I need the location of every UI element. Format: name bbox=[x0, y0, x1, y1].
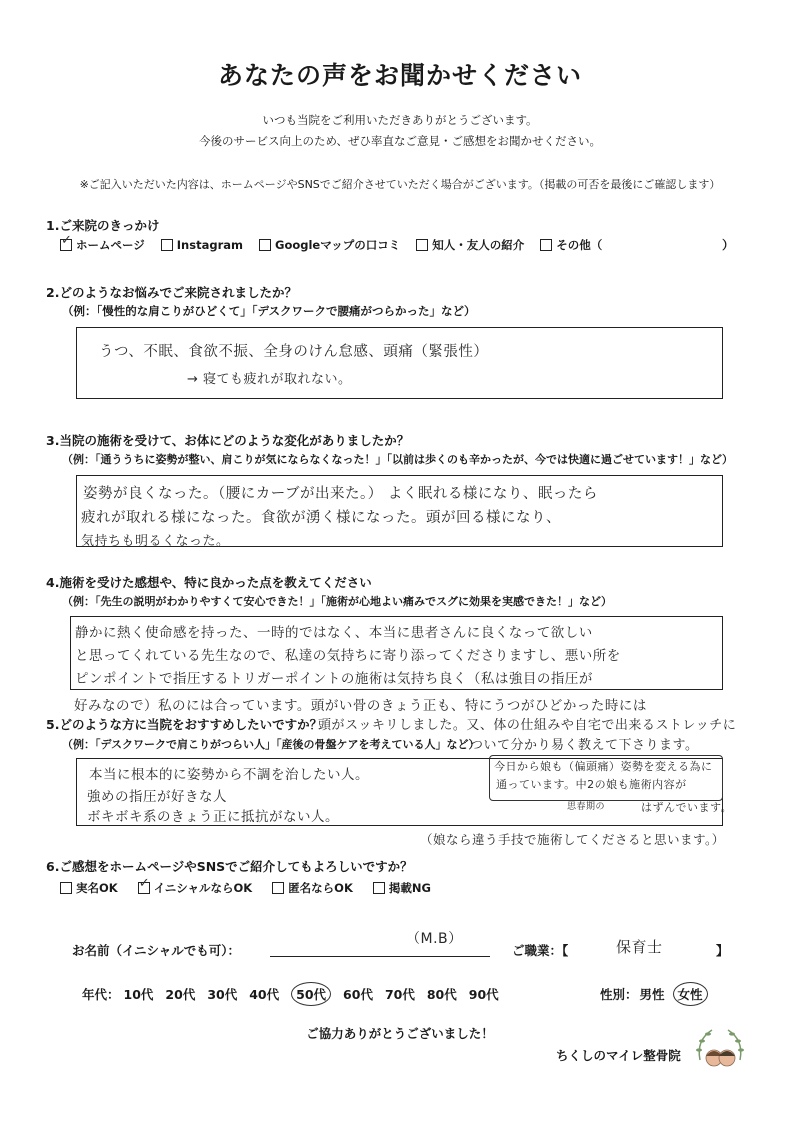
q1-other-close: ） bbox=[722, 238, 735, 252]
option-label: 掲載NG bbox=[388, 881, 431, 895]
option-label: 実名OK bbox=[76, 881, 118, 895]
option-label: その他（ bbox=[556, 238, 603, 252]
q4-answer-line: と思ってくれている先生なので、私達の気持ちに寄り添ってくださりますし、悪い所を bbox=[75, 648, 621, 664]
occupation-label: ご職業：【 bbox=[512, 943, 569, 958]
q1-option-referral[interactable] bbox=[416, 237, 524, 253]
checkbox-icon[interactable] bbox=[259, 239, 271, 251]
age-option-80s[interactable]: 80代 bbox=[426, 987, 457, 1002]
q6-options bbox=[60, 880, 447, 896]
q6-option-initials[interactable] bbox=[138, 880, 253, 896]
checkbox-icon[interactable] bbox=[60, 882, 72, 894]
checkbox-icon[interactable] bbox=[272, 882, 284, 894]
gender-row bbox=[600, 985, 720, 1006]
age-label: 年代： bbox=[82, 987, 120, 1002]
form-title: あなたの声をお聞かせください bbox=[217, 61, 582, 90]
q6-option-real-name[interactable] bbox=[60, 880, 118, 896]
checkbox-icon[interactable] bbox=[373, 882, 385, 894]
checkbox-icon[interactable] bbox=[540, 239, 552, 251]
q5-side-note-line: 今日から娘も（偏頭痛）姿勢を変える為に bbox=[494, 760, 713, 773]
q1-option-other[interactable] bbox=[540, 237, 602, 253]
age-option-50s-selected[interactable]: 50代 bbox=[291, 982, 331, 1006]
q5-answer-line: ボキボキ系のきょう正に抵抗がない人。 bbox=[87, 809, 339, 825]
q2-answer-box[interactable] bbox=[76, 327, 723, 399]
q6-option-anonymous[interactable] bbox=[272, 880, 353, 896]
q1-title: 1.ご来院のきっかけ bbox=[46, 218, 160, 233]
q4-example: （例：「先生の説明がわかりやすくて安心できた！」「施術が心地よい痛みでスグに効果を実感できた！」など） bbox=[62, 595, 612, 608]
q3-answer-line: 疲れが取れる様になった。食欲が湧く様になった。頭が回る様になり、 bbox=[81, 510, 561, 526]
age-option-20s[interactable]: 20代 bbox=[165, 987, 196, 1002]
occupation-close: 】 bbox=[716, 943, 729, 958]
age-option-10s[interactable]: 10代 bbox=[123, 987, 154, 1002]
gender-option-female-selected[interactable]: 女性 bbox=[673, 982, 708, 1006]
age-row bbox=[82, 985, 511, 1006]
q5-side-note-line: 通っています。中2の娘も施術内容が bbox=[496, 778, 687, 791]
age-option-90s[interactable]: 90代 bbox=[468, 987, 499, 1002]
q4-answer-line: ピンポイントで指圧するトリガーポイントの施術は気持ち良く（私は強目の指圧が bbox=[75, 671, 593, 687]
q5-side-note-line: はずんでいます。 bbox=[641, 801, 733, 814]
q4-answer-overflow-line: ついて分かり易く教えて下さります。 bbox=[470, 738, 699, 753]
q5-answer-line: 強めの指圧が好きな人 bbox=[87, 789, 227, 805]
q4-title: 4.施術を受けた感想や、特に良かった点を教えてください bbox=[46, 575, 372, 590]
clinic-name: ちくしのマイレ整骨院 bbox=[556, 1048, 681, 1063]
q1-option-homepage[interactable] bbox=[60, 237, 145, 253]
checkbox-icon[interactable] bbox=[161, 239, 173, 251]
option-label: ホームページ bbox=[76, 238, 145, 252]
q5-side-note-insert: 思春期の bbox=[567, 802, 606, 812]
option-label: Instagram bbox=[176, 238, 243, 252]
gender-option-male[interactable]: 男性 bbox=[639, 987, 665, 1002]
q3-answer-box[interactable] bbox=[76, 475, 723, 547]
name-value: （M.B） bbox=[406, 931, 463, 947]
q5-title: 5.どのような方に当院をおすすめしたいですか？ bbox=[46, 717, 323, 732]
q4-answer-line: 静かに熱く使命感を持った、一時的ではなく、本当に患者さんに良くなって欲しい bbox=[75, 625, 593, 641]
option-label: 知人・友人の紹介 bbox=[432, 238, 525, 252]
q2-answer-line: うつ、不眠、食欲不振、全身のけん怠感、頭痛（緊張性） bbox=[99, 344, 489, 360]
q2-example: （例：「慢性的な肩こりがひどくて」「デスクワークで腰痛がつらかった」など） bbox=[62, 304, 476, 318]
checkbox-icon[interactable] bbox=[60, 239, 72, 251]
name-field-line[interactable] bbox=[270, 956, 490, 957]
intro-line-2: 今後のサービス向上のため、ぜひ率直なご意見・ご感想をお聞かせください。 bbox=[198, 134, 602, 148]
clinic-logo-icon bbox=[690, 1020, 750, 1080]
q5-answer-box[interactable] bbox=[76, 758, 733, 826]
q4-answer-overflow-line: 頭がスッキリしました。又、体の仕組みや自宅で出来るストレッチに bbox=[318, 718, 737, 733]
q2-title: 2.どのようなお悩みでご来院されましたか？ bbox=[46, 285, 297, 300]
age-option-60s[interactable]: 60代 bbox=[343, 987, 373, 1002]
q4-answer-box[interactable] bbox=[70, 616, 723, 690]
q1-option-instagram[interactable] bbox=[161, 238, 243, 252]
clinic-logo bbox=[690, 1020, 750, 1080]
thanks-message: ご協力ありがとうございました！ bbox=[306, 1026, 494, 1041]
q5-side-note-box bbox=[489, 755, 723, 801]
occupation-value: 保育士 bbox=[616, 938, 663, 956]
q3-example: （例：「通ううちに姿勢が整い、肩こりが気にならなくなった！」「以前は歩くのも辛かったが、今では快適に過ごせています！」など） bbox=[62, 453, 733, 466]
q5-answer-line: 本当に根本的に姿勢から不調を治したい人。 bbox=[89, 767, 369, 783]
age-option-70s[interactable]: 70代 bbox=[384, 987, 415, 1002]
gender-label: 性別： bbox=[600, 987, 638, 1002]
checkbox-icon[interactable] bbox=[416, 239, 428, 251]
intro-line-1: いつも当院をご利用いただきありがとうございます。 bbox=[262, 113, 538, 127]
q3-title: 3.当院の施術を受けて、お体にどのような変化がありましたか？ bbox=[46, 433, 410, 448]
option-label: Googleマップの口コミ bbox=[275, 238, 401, 252]
q5-bottom-note: （娘なら違う手技で施術してくださると思います。） bbox=[420, 832, 725, 847]
q1-options bbox=[60, 237, 740, 253]
option-label: 匿名ならOK bbox=[288, 881, 353, 895]
checkbox-icon[interactable] bbox=[138, 882, 150, 894]
option-label: イニシャルならOK bbox=[153, 881, 253, 895]
age-option-40s[interactable]: 40代 bbox=[249, 987, 280, 1002]
age-option-30s[interactable]: 30代 bbox=[207, 987, 238, 1002]
q6-option-no-publish[interactable] bbox=[373, 880, 431, 896]
publication-notice: ※ご記入いただいた内容は、ホームページやSNSでご紹介させていただく場合がございます。（掲載の可否を最後にご確認します） bbox=[79, 178, 721, 191]
name-label: お名前（イニシャルでも可）： bbox=[72, 943, 241, 958]
q5-example: （例：「デスクワークで肩こりがつらい人」「産後の骨盤ケアを考えている人」など） bbox=[62, 738, 480, 751]
q4-answer-overflow-line: 好みなので）私のには合っています。頭がい骨のきょう正も、特にうつがひどかった時には bbox=[74, 698, 647, 714]
q3-answer-line: 姿勢が良くなった。（腰にカーブが出来た。） よく眠れる様になり、眠ったら bbox=[83, 486, 598, 502]
q1-option-google-maps[interactable] bbox=[259, 237, 400, 253]
q3-answer-line: 気持ちも明るくなった。 bbox=[81, 534, 230, 549]
q6-title: 6.ご感想をホームページやSNSでご紹介してもよろしいですか？ bbox=[46, 859, 413, 874]
q2-answer-line: → 寝ても疲れが取れない。 bbox=[187, 372, 352, 387]
